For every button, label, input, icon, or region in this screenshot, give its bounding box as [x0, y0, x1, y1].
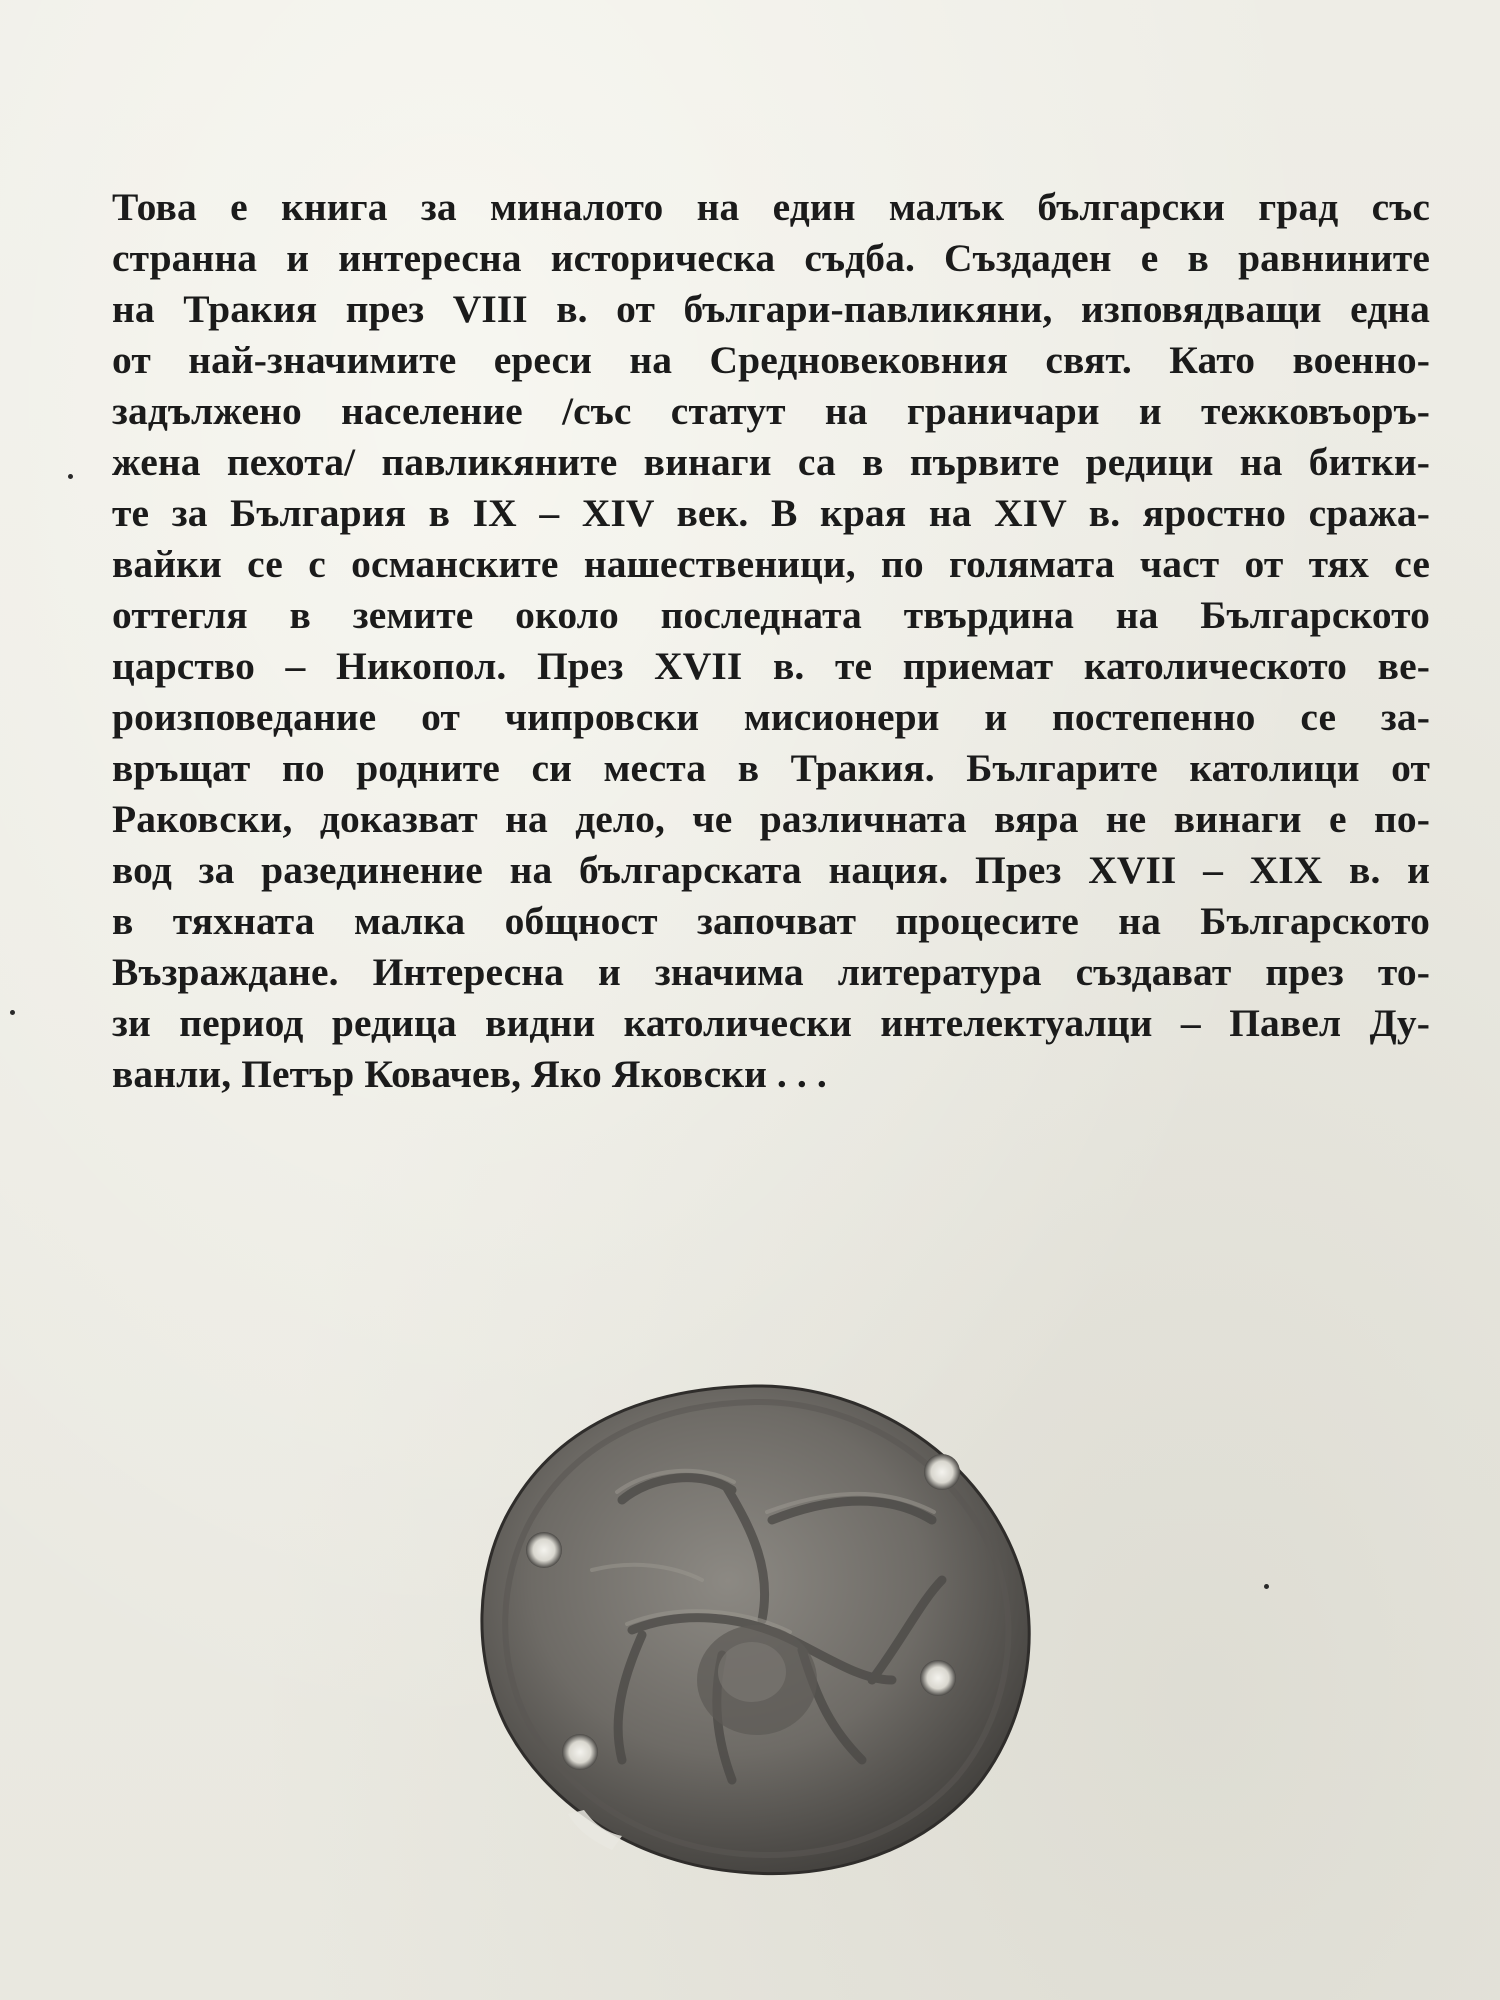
coin-svg: [472, 1380, 1032, 1880]
blurb-line: зи период редица видни католически интелектуалци – Павел Ду-: [112, 1001, 1430, 1045]
blurb-line: те за България в IX – XIV век. В края на XIV в. яростно сража-: [112, 491, 1430, 535]
coin-hole: [920, 1660, 956, 1696]
blurb-line: вод за разединение на българската нация. През XVII – XIX в. и: [112, 848, 1430, 892]
blurb-line: ванли, Петър Ковачев, Яко Яковски . . .: [112, 1052, 827, 1096]
paper-speck: [10, 1010, 15, 1015]
blurb-line: жена пехота/ павликяните винаги са в първите редици на битки-: [112, 440, 1430, 484]
blurb-line: Възраждане. Интересна и значима литература създават през то-: [112, 950, 1430, 994]
blurb-line: царство – Никопол. През XVII в. те приемат католическото ве-: [112, 644, 1430, 688]
coin-hole: [562, 1734, 598, 1770]
coin-hole: [526, 1532, 562, 1568]
blurb-line: в тяхната малка общност започват процесите на Българското: [112, 899, 1430, 943]
blurb-line: връщат по родните си места в Тракия. Българите католици от: [112, 746, 1430, 790]
coin-hole: [924, 1454, 960, 1490]
back-cover-blurb: [112, 182, 1430, 1100]
paper-speck: [68, 474, 73, 479]
blurb-line: на Тракия през VIII в. от българи-павликяни, изповядващи една: [112, 287, 1430, 331]
blurb-line: оттегля в земите около последната твърдина на Българското: [112, 593, 1430, 637]
blurb-line: странна и интересна историческа съдба. Създаден е в равнините: [112, 236, 1430, 280]
paper-speck: [1264, 1584, 1269, 1589]
blurb-line: вайки се с османските нашественици, по голямата част от тях се: [112, 542, 1430, 586]
blurb-line: роизповедание от чипровски мисионери и постепенно се за-: [112, 695, 1430, 739]
ancient-coin-image: [472, 1380, 1032, 1880]
blurb-line: задължено население /със статут на граничари и тежковъоръ-: [112, 389, 1430, 433]
blurb-line: Това е книга за миналото на един малък български град със: [112, 185, 1430, 229]
blurb-line: Раковски, доказват на дело, че различната вяра не винаги е по-: [112, 797, 1430, 841]
blurb-line: от най-значимите ереси на Средновековния свят. Като военно-: [112, 338, 1430, 382]
